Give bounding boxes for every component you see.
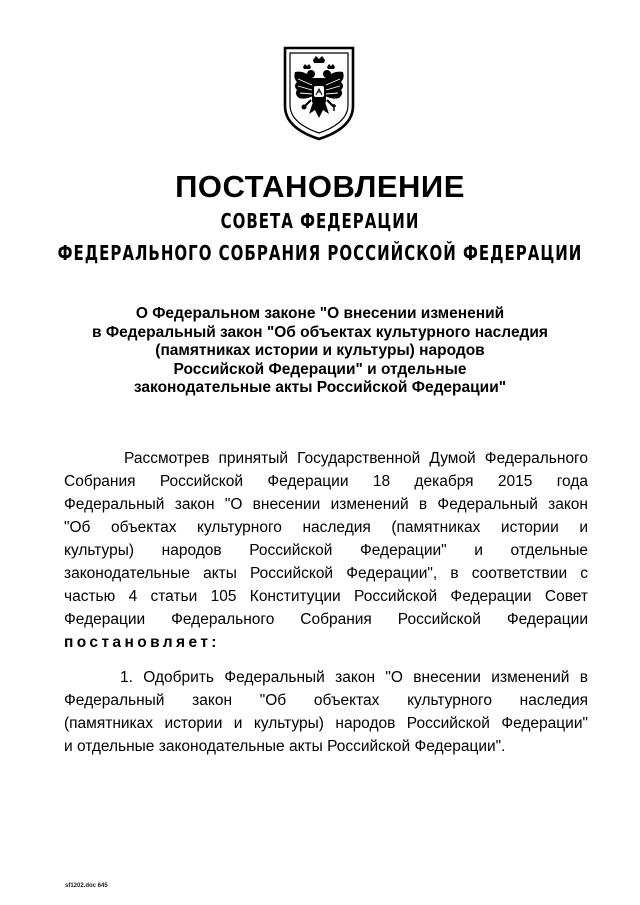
file-reference: sf1202.doc 645 xyxy=(65,883,108,889)
resolves-word: постановляет: xyxy=(64,634,220,651)
paragraph-1 xyxy=(64,447,588,654)
paragraph-line: Федерации Федерального Собрания Российской Федерации xyxy=(64,611,588,628)
paragraph-line: Собрания Российской Федерации 18 декабря 2015 года xyxy=(64,473,588,490)
paragraph-line: Рассмотрев принятый Государственной Думой Федерального xyxy=(124,450,588,467)
heading-line: в Федеральный закон "Об объектах культурного наследия xyxy=(92,323,548,341)
paragraph-line: культуры) народов Российской Федерации" и отдельные xyxy=(64,542,588,559)
paragraph-line: и отдельные законодательные акты Российской Федерации". xyxy=(64,738,506,755)
paragraph-line: 1. Одобрить Федеральный закон "О внесении изменений в xyxy=(120,669,588,686)
document-subtitle-line2: ФЕДЕРАЛЬНОГО СОБРАНИЯ РОССИЙСКОЙ ФЕДЕРАЦИИ xyxy=(57,241,583,266)
paragraph-line: частью 4 статьи 105 Конституции Российской Федерации Совет xyxy=(64,588,588,605)
law-heading xyxy=(70,305,570,398)
heading-line: Российской Федерации" и отдельные xyxy=(173,360,467,378)
document-title: ПОСТАНОВЛЕНИЕ xyxy=(175,169,465,204)
document-subtitle-line1: СОВЕТА ФЕДЕРАЦИИ xyxy=(220,209,420,234)
paragraph-line: "Об объектах культурного наследия (памятниках истории и xyxy=(64,519,588,536)
paragraph-line: (памятниках истории и культуры) народов Российской Федерации" xyxy=(64,715,588,732)
paragraph-line: Федеральный закон "Об объектах культурного наследия xyxy=(64,692,588,709)
paragraph-line: Федеральный закон "О внесении изменений в Федеральный закон xyxy=(64,496,588,513)
heading-line: О Федеральном законе "О внесении изменений xyxy=(135,305,505,322)
paragraph-line: законодательные акты Российской Федерации", в соответствии с xyxy=(64,565,588,582)
heading-line: законодательные акты Российской Федерации" xyxy=(133,379,507,396)
coat-of-arms-icon xyxy=(281,44,357,142)
heading-line: (памятниках истории и культуры) народов xyxy=(155,342,485,359)
paragraph-2 xyxy=(64,666,588,758)
